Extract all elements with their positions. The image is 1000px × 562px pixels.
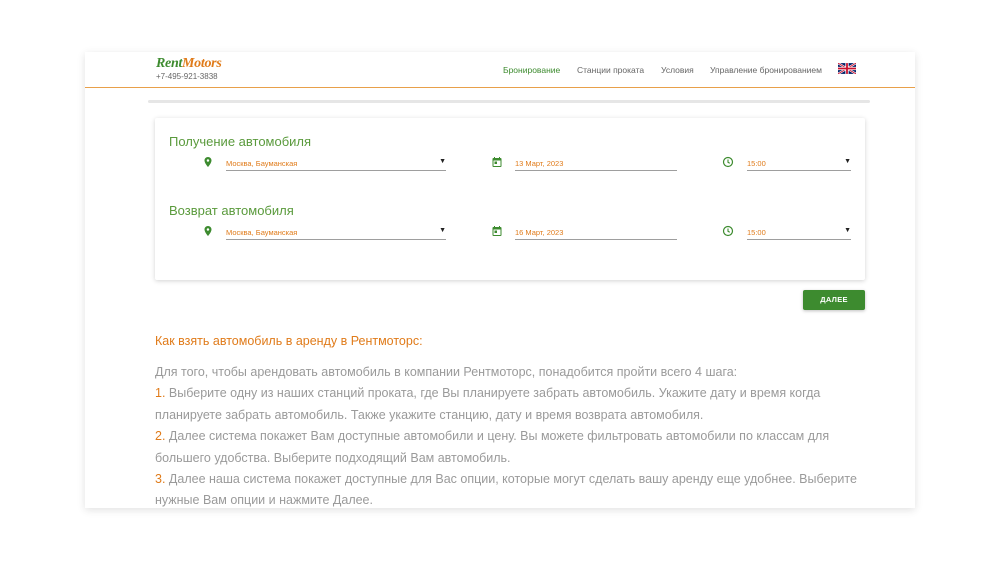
- step-text: Далее система покажет Вам доступные автомобили и цену. Вы можете фильтровать автомобили по классам для большего удобства. Выберите подходящий Вам автомобиль.: [155, 429, 830, 465]
- chevron-down-icon: ▼: [439, 227, 446, 234]
- return-title: Возврат автомобиля: [169, 203, 294, 218]
- pickup-location-select[interactable]: [226, 152, 446, 171]
- logo[interactable]: [156, 56, 221, 72]
- booking-form: [155, 118, 865, 280]
- logo-text-rent: Rent: [156, 56, 183, 71]
- pickup-location-value: Москва, Бауманская: [226, 159, 298, 168]
- step-text: Выберите одну из наших станций проката, где Вы планируете забрать автомобиль. Укажите дату и время когда планируете забрать автомобиль. Также укажите станцию, дату и время возврата автомобиля.: [155, 386, 821, 422]
- nav-terms[interactable]: Условия: [661, 65, 694, 75]
- return-date-value: 16 Март, 2023: [515, 228, 564, 237]
- step-number: 1.: [155, 386, 166, 401]
- clock-icon: [722, 156, 734, 168]
- chevron-down-icon: ▼: [439, 158, 446, 165]
- page-card: [85, 52, 915, 508]
- pickup-time-value: 15:00: [747, 159, 766, 168]
- clock-icon: [722, 225, 734, 237]
- nav-rental-stations[interactable]: Станции проката: [577, 65, 645, 75]
- return-time-select[interactable]: [747, 221, 851, 240]
- step-number: 2.: [155, 429, 166, 444]
- chevron-down-icon: ▼: [844, 158, 851, 165]
- return-date-field[interactable]: [515, 221, 677, 240]
- location-pin-icon: [202, 156, 214, 168]
- step-number: 3.: [155, 472, 166, 487]
- how-to-rent-title: Как взять автомобиль в аренду в Рентмоторс:: [155, 334, 423, 348]
- location-pin-icon: [202, 225, 214, 237]
- return-time-value: 15:00: [747, 228, 766, 237]
- uk-flag-icon[interactable]: [838, 63, 856, 74]
- step-1: [155, 383, 875, 426]
- calendar-icon: [491, 156, 503, 168]
- horizontal-scrollbar[interactable]: [148, 100, 870, 103]
- pickup-date-field[interactable]: [515, 152, 677, 171]
- nav-manage-booking[interactable]: Управление бронированием: [710, 65, 822, 75]
- return-location-select[interactable]: [226, 221, 446, 240]
- step-text: Далее наша система покажет доступные для Вас опции, которые могут сделать вашу аренду еще удобнее. Выберите нужные Вам опции и нажмите Далее.: [155, 472, 857, 508]
- next-button[interactable]: ДАЛЕЕ: [803, 290, 865, 310]
- header: [85, 52, 915, 88]
- steps-intro: Для того, чтобы арендовать автомобиль в компании Рентмоторс, понадобится пройти всего 4 шага:: [155, 365, 738, 379]
- return-location-value: Москва, Бауманская: [226, 228, 298, 237]
- step-2: [155, 426, 875, 469]
- pickup-date-value: 13 Март, 2023: [515, 159, 564, 168]
- pickup-title: Получение автомобиля: [169, 134, 312, 149]
- calendar-icon: [491, 225, 503, 237]
- pickup-time-select[interactable]: [747, 152, 851, 171]
- phone-number: +7-495-921-3838: [156, 72, 218, 81]
- step-3: [155, 469, 875, 508]
- nav-booking[interactable]: Бронирование: [503, 65, 561, 75]
- chevron-down-icon: ▼: [844, 227, 851, 234]
- logo-text-motors: Motors: [182, 56, 222, 71]
- how-to-rent-steps: [155, 362, 875, 508]
